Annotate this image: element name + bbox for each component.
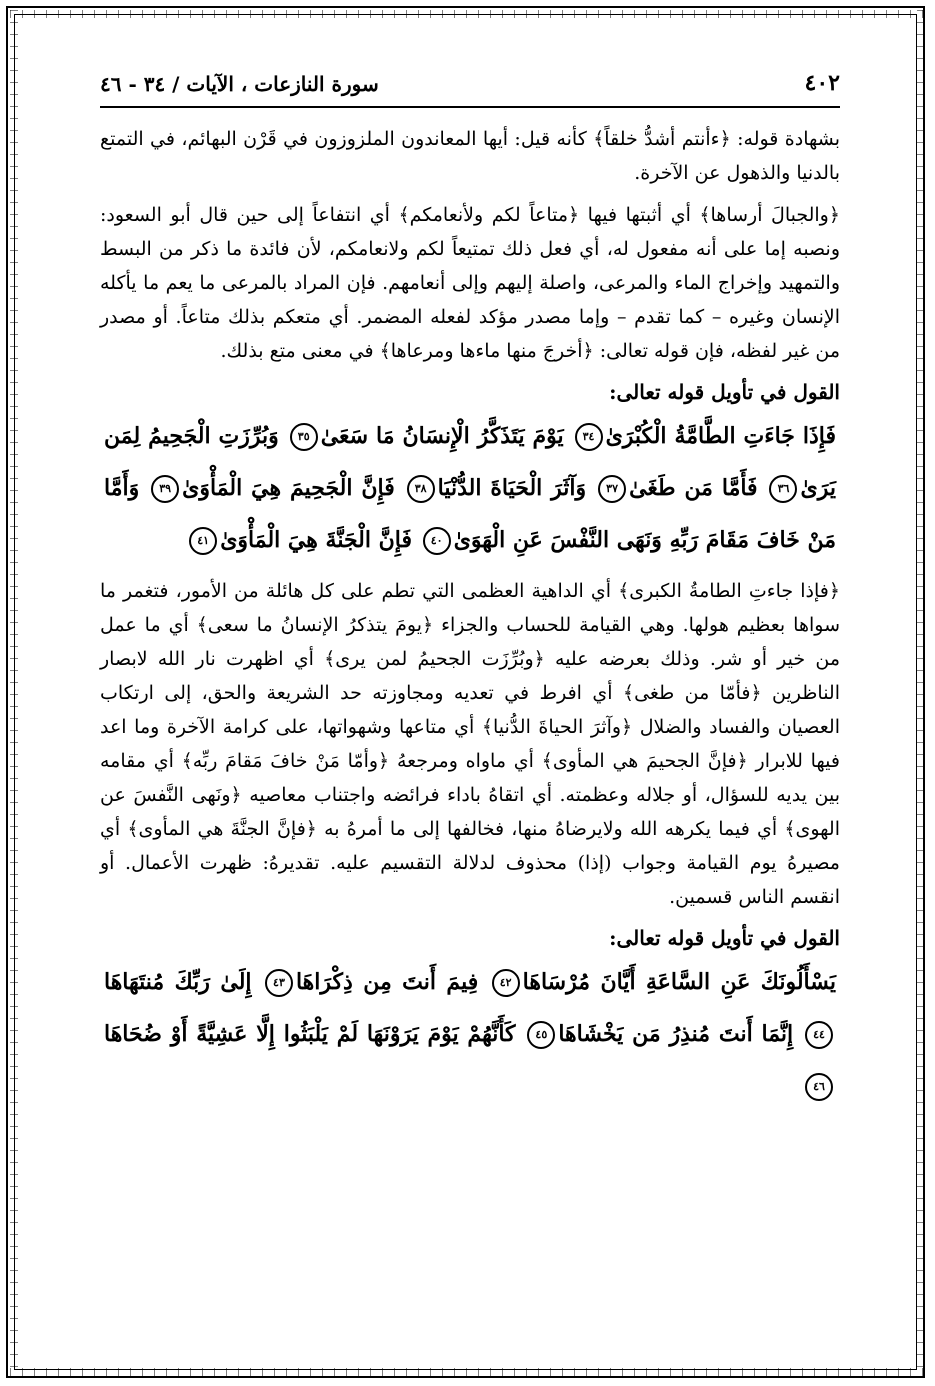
verses-block-1 [100, 410, 840, 566]
verse-text: يَوْمَ يَتَذَكَّرُ الْإِنسَانُ مَا سَعَىٰ [320, 423, 564, 449]
verse-number: ٤٥ [527, 1021, 555, 1049]
verse-text: فَإِنَّ الْجَحِيمَ هِيَ الْمَأْوَىٰ [182, 475, 395, 501]
paragraph-3: ﴿فإذا جاءتِ الطامةُ الكبرى﴾ أي الداهية العظمى التي تطم على كل هائلة من الأمور، فتغمر ما سواها بعظيم هولها. وهي القيامة للحساب والجزاء ﴿يومَ يتذكرُ الإنسانُ ما سعى﴾ أي ما عمل من خير أو شر. وذلك بعرضه عليه ﴿وبُرِّزَت الجحيمُ لمن يرى﴾ أي اظهرت نار الله لابصار الناظرين ﴿فأمّا من طغى﴾ أي افرط في تعديه ومجاوزته حد الشريعة والحق، إلى ارتكاب العصيان والفساد والضلال ﴿وآثرَ الحياةَ الدُّنيا﴾ أي متاعها وشهواتها، على كرامة الآخرة وما اعد فيها للابرار ﴿فإنَّ الجحيمَ هي المأوى﴾ أي ماواه ومرجعهُ ﴿وأمّا مَنْ خافَ مَقامَ ربِّه﴾ أي مقامه بين يديه للسؤال، أو جلاله وعظمته. أي اتقاهُ باداء فرائضه واجتناب معاصيه ﴿ونَهى النَّفسَ عن الهوى﴾ أي فيما يكرهه الله ولايرضاهُ منها، فخالفها إلى ما أمرهُ به ﴿فإنَّ الجنَّةَ هي المأوى﴾ أي مصيرهُ يوم القيامة وجواب (إذا) محذوف لدلالة التقسيم عليه. تقديرهُ: ظهرت الأعمال. أو انقسم الناس قسمين. [100, 580, 841, 908]
verse-text: فَإِنَّ الْجَنَّةَ هِيَ الْمَأْوَىٰ [220, 527, 413, 553]
verses-block-2 [100, 956, 840, 1112]
verse-text: فَإِذَا جَاءَتِ الطَّامَّةُ الْكُبْرَىٰ [605, 423, 836, 449]
section-heading-1: القول في تأويل قوله تعالى: [609, 380, 840, 404]
verse-text: وَبُرِّزَتِ الْجَحِيمُ لِمَن يَرَىٰ [104, 423, 836, 501]
verse-text: وَآثَرَ الْحَيَاةَ الدُّنْيَا [437, 475, 587, 501]
verse-number: ٤٤ [805, 1021, 833, 1049]
verse-text: فَأَمَّا مَن طَغَىٰ [629, 475, 758, 501]
paragraph-1: بشهادة قوله: ﴿ءأنتم أشدُّ خلقاً﴾ كأنه قيل: أيها المعاندون الملزوزون في قَرْن البهائم، في التمتع بالدنيا والذهول عن الآخرة. [100, 128, 840, 184]
verse-number: ٣٦ [769, 475, 797, 503]
verse-number: ٤٦ [805, 1073, 833, 1101]
left-border-ornament [10, 10, 18, 1376]
surah-title: سورة النازعات ، الآيات / ٣٤ - ٤٦ [100, 72, 379, 96]
verse-number: ٤١ [189, 527, 217, 555]
verse-text: كَأَنَّهُمْ يَوْمَ يَرَوْنَهَا لَمْ يَلْبَثُوا إِلَّا عَشِيَّةً أَوْ ضُحَاهَا [104, 1021, 516, 1047]
verse-number: ٣٥ [290, 423, 318, 451]
verse-text: يَسْأَلُونَكَ عَنِ السَّاعَةِ أَيَّانَ مُرْسَاهَا [522, 969, 836, 995]
bottom-border-ornament [10, 1368, 925, 1376]
verse-number: ٣٤ [575, 423, 603, 451]
right-border-ornament [917, 10, 925, 1376]
top-border-ornament [10, 10, 925, 18]
verse-number: ٤٣ [265, 969, 293, 997]
verse-text: فِيمَ أَنتَ مِن ذِكْرَاهَا [295, 969, 479, 995]
verse-text: وَأَمَّا مَنْ خَافَ مَقَامَ رَبِّهِ وَنَهَى النَّفْسَ عَنِ الْهَوَىٰ [104, 475, 836, 553]
verse-text: إِلَىٰ رَبِّكَ مُنتَهَاهَا [104, 969, 252, 995]
verse-number: ٤٠ [423, 527, 451, 555]
verse-number: ٣٩ [151, 475, 179, 503]
paragraph-2: ﴿والجبالَ أرساها﴾ أي أثبتها فيها ﴿متاعاً لكم ولأنعامكم﴾ أي انتفاعاً إلى حين قال أبو السعود: ونصبه إما على أنه مفعول له، أي فعل ذلك تمتيعاً لكم ولانعامكم، لأن فائدة ما ذكر من البسط والتمهيد وإخراج الماء والمرعى، واصلة إليهم وإلى أنعامهم. فإن المراد بالمرعى ما يعم ما يأكله الإنسان وغيره – كما تقدم – وإما مصدر مؤكد لفعله المضمر. أي متعكم بذلك متاعاً. أو مصدر من غير لفظه، فإن قوله تعالى: ﴿أخرجَ منها ماءها ومرعاها﴾ في معنى متع بذلك. [100, 204, 840, 362]
verse-number: ٣٧ [598, 475, 626, 503]
verse-number: ٣٨ [407, 475, 435, 503]
section-heading-2: القول في تأويل قوله تعالى: [609, 926, 840, 950]
running-header [100, 70, 840, 108]
verse-text: إِنَّمَا أَنتَ مُنذِرُ مَن يَخْشَاهَا [558, 1021, 794, 1047]
page-body [100, 70, 840, 1112]
verse-number: ٤٢ [492, 969, 520, 997]
page-number: ٤٠٢ [804, 70, 840, 96]
